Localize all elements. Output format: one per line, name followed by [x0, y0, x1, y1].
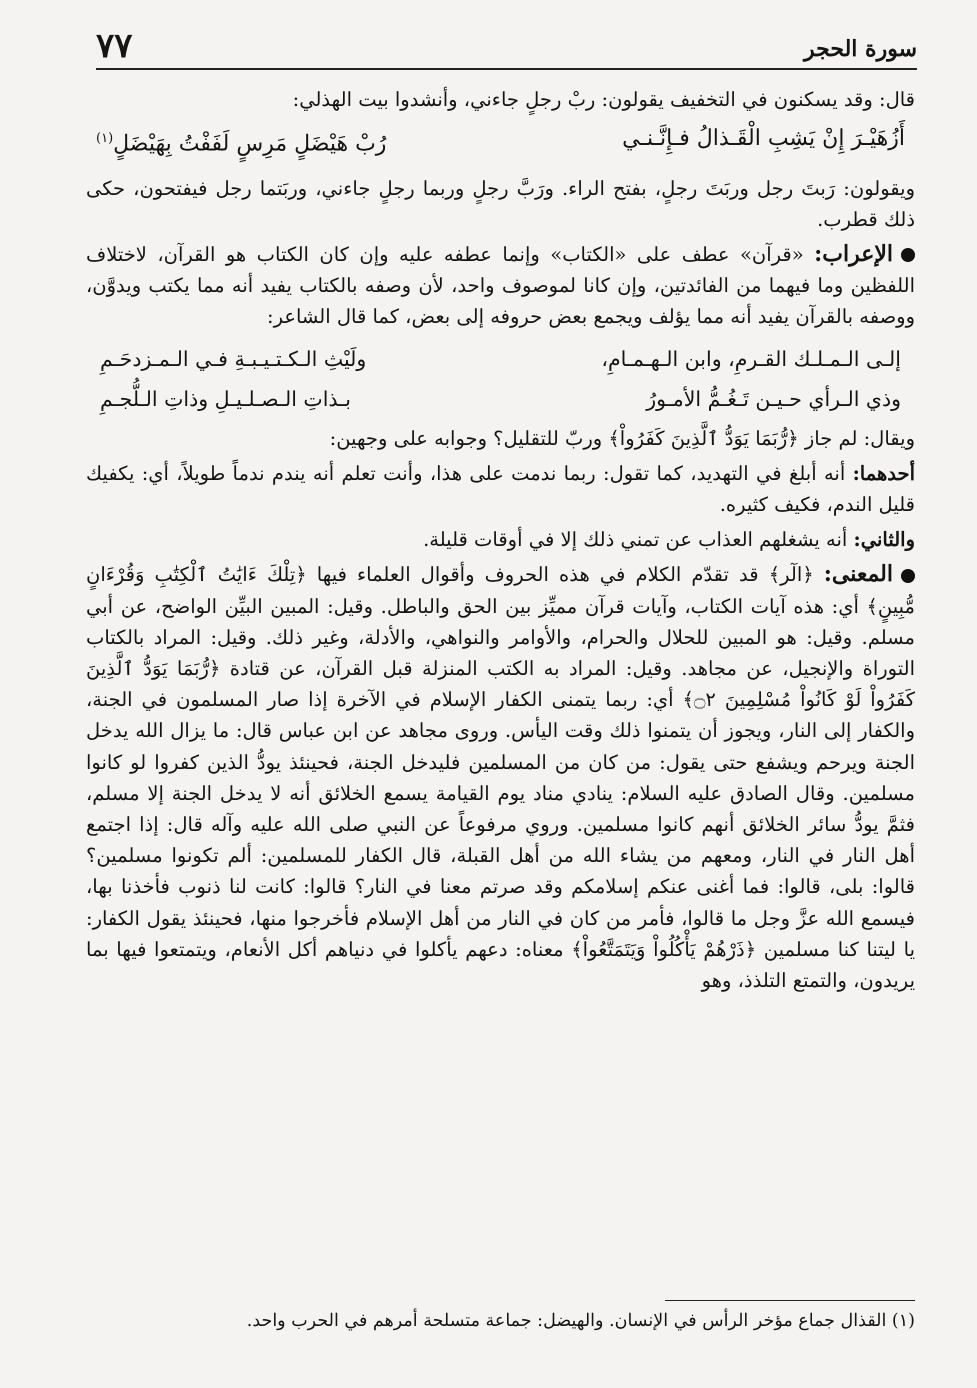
poem-line	[86, 379, 915, 419]
paragraph-intro: قال: وقد يسكنون في التخفيف يقولون: ربْ رجلٍ جاءني، وأنشدوا بيت الهذلي:	[292, 88, 915, 111]
section-text-meaning: ﴿الٓر﴾ قد تقدّم الكلام في هذه الحروف وأقوال العلماء فيها ﴿تِلْكَ ءَايَٰتُ ٱلْكِتَٰبِ وَقُرْءَانٍ مُّبِينٍ﴾ أي: هذه آيات الكتاب، وآيات قرآن مميِّز بين الحق والباطل. وقيل: المبين البيِّن الواضح، عن أبي مسلم. وقيل: هو المبين للحلال والحرام، والأوامر والنواهي، والأدلة، وغير ذلك. وقيل: المراد بالكتاب التوراة والإنجيل، عن مجاهد. وقيل: المراد به الكتب المنزلة قبل القرآن، عن قتادة ﴿رُّبَمَا يَوَدُّ ٱلَّذِينَ كَفَرُواْ لَوْ كَانُواْ مُسْلِمِينَ ۝٢﴾ أي: ربما يتمنى الكفار الإسلام في الآخرة إذا صار المسلمون في الجنة، والكفار إلى النار، ويجوز أن يتمنوا ذلك وقت اليأس. وروى مجاهد عن ابن عباس قال: ما يزال الله يدخل الجنة ويرحم ويشفع حتى يقول: من كان من المسلمين فليدخل الجنة، فحينئذ يودُّ الذين كفروا لو كانوا مسلمين. وقال الصادق عليه السلام: ينادي مناد يوم القيامة يسمع الخلائق أنه لا يدخل الجنة إلا مسلم، فثمَّ يودُّ سائر الخلائق أنهم كانوا مسلمين. وروي مرفوعاً عن النبي صلى الله عليه وآله قال: إذا اجتمع أهل النار في النار، ومعهم من يشاء الله من أهل القبلة، قال الكفار للمسلمين: ألم تكونوا مسلمين؟ قالوا: بلى، قالوا: فما أغنى عنكم إسلامكم وقد صرتم معنا في النار؟ قالوا: كانت لنا ذنوب فأخذنا بها، فيسمع الله عزَّ وجل ما قالوا، فأمر من كان في النار من أهل الإسلام فأخرجوا منها، فحينئذ يقول الكفار: يا ليتنا كنا مسلمين ﴿ذَرْهُمْ يَأْكُلُواْ وَيَتَمَتَّعُواْ﴾ معناه: دعهم يأكلوا في دنياهم أكل الأنعام، ويتمتعوا فيها بما يريدون، والتمتع التلذذ، وهو	[86, 563, 915, 992]
page-header	[96, 22, 917, 70]
poetry-verse-hudhali	[96, 119, 905, 164]
bullet-icon	[901, 248, 915, 262]
answer-text: أنه يشغلهم العذاب عن تمني ذلك إلا في أوقات قليلة.	[423, 528, 848, 552]
section-heading-meaning: المعنى:	[823, 561, 893, 588]
answer-second	[86, 524, 915, 555]
footnote-divider	[665, 1300, 915, 1301]
verse-hemistich-left: رُبْ هَيْضَلٍ مَرِسٍ لَفَفْتُ بِهَيْضَلٍ$^{(١)}$	[96, 131, 387, 157]
section-meaning	[86, 559, 915, 996]
answer-label: أحدهما:	[852, 461, 915, 485]
footnote-marker: (١)	[96, 131, 114, 147]
answer-first	[86, 458, 915, 520]
paragraph-rubba-forms: ويقولون: رَبتَ رجل وربَتَ رجلٍ، بفتح الراء. ورَبَّ رجلٍ وربما رجلٍ جاءني، وربَتما رجل فيفتحون، حكى ذلك قطرب.	[86, 176, 915, 231]
poem-hemistich-right: إلـى الـمـلـك القـرمِ، وابن الـهـمـامِ،	[601, 346, 901, 371]
poem-hemistich-left: ولَيْثِ الـكـتـيـبـةِ فـي الـمـزدحَـمِ	[100, 346, 367, 371]
paragraph-question: ويقال: لم جاز ﴿رُّبَمَا يَوَدُّ ٱلَّذِينَ كَفَرُواْ﴾ وربّ للتقليل؟ وجوابه على وجهين:	[329, 426, 915, 450]
verse-hemistich-right: أَزُهَيْـرَ إِنْ يَشِبِ الْقَـذالُ فـإِنَّـنـي	[622, 126, 905, 152]
poem-hemistich-right: وذي الـرأي حـيـن تَـغُـمُّ الأمـورُ	[646, 386, 901, 411]
poem-hemistich-left: بـذاتِ الـصـلـيـلِ وذاتِ الـلُّجـمِ	[100, 386, 351, 411]
main-text	[86, 84, 915, 1000]
bullet-icon	[901, 569, 915, 583]
surah-title: سورة الحجر	[804, 36, 917, 62]
answer-label: والثاني:	[853, 528, 915, 552]
section-text-irab: «قرآن» عطف على «الكتاب» وإنما عطفه عليه وإن كان الكتاب هو القرآن، لاختلاف اللفظين وما فيهما من الفائدتين، وإن كانا لموصوف واحد، لأن وصفه بالكتاب يفيد أنه مما يكتب ويدوَّن، ووصفه بالقرآن يفيد أنه مما يؤلف ويجمع بعض حروفه إلى بعض، كما قال الشاعر:	[86, 242, 915, 329]
footnote: (١) القذال جماع مؤخر الرأس في الإنسان. والهيضل: جماعة متسلحة أمرهم في الحرب واحد.	[246, 1311, 915, 1331]
page-number: ٧٧	[96, 26, 133, 66]
section-heading-irab: الإعراب:	[814, 240, 894, 267]
section-irab	[86, 239, 915, 333]
poem	[86, 339, 915, 419]
poem-line	[86, 339, 915, 379]
answer-text: أنه أبلغ في التهديد، كما تقول: ربما ندمت على هذا، وأنت تعلم أنه يندم ندماً طويلاً، أي: يكفيك قليل الندم، فكيف كثيره.	[86, 461, 915, 516]
